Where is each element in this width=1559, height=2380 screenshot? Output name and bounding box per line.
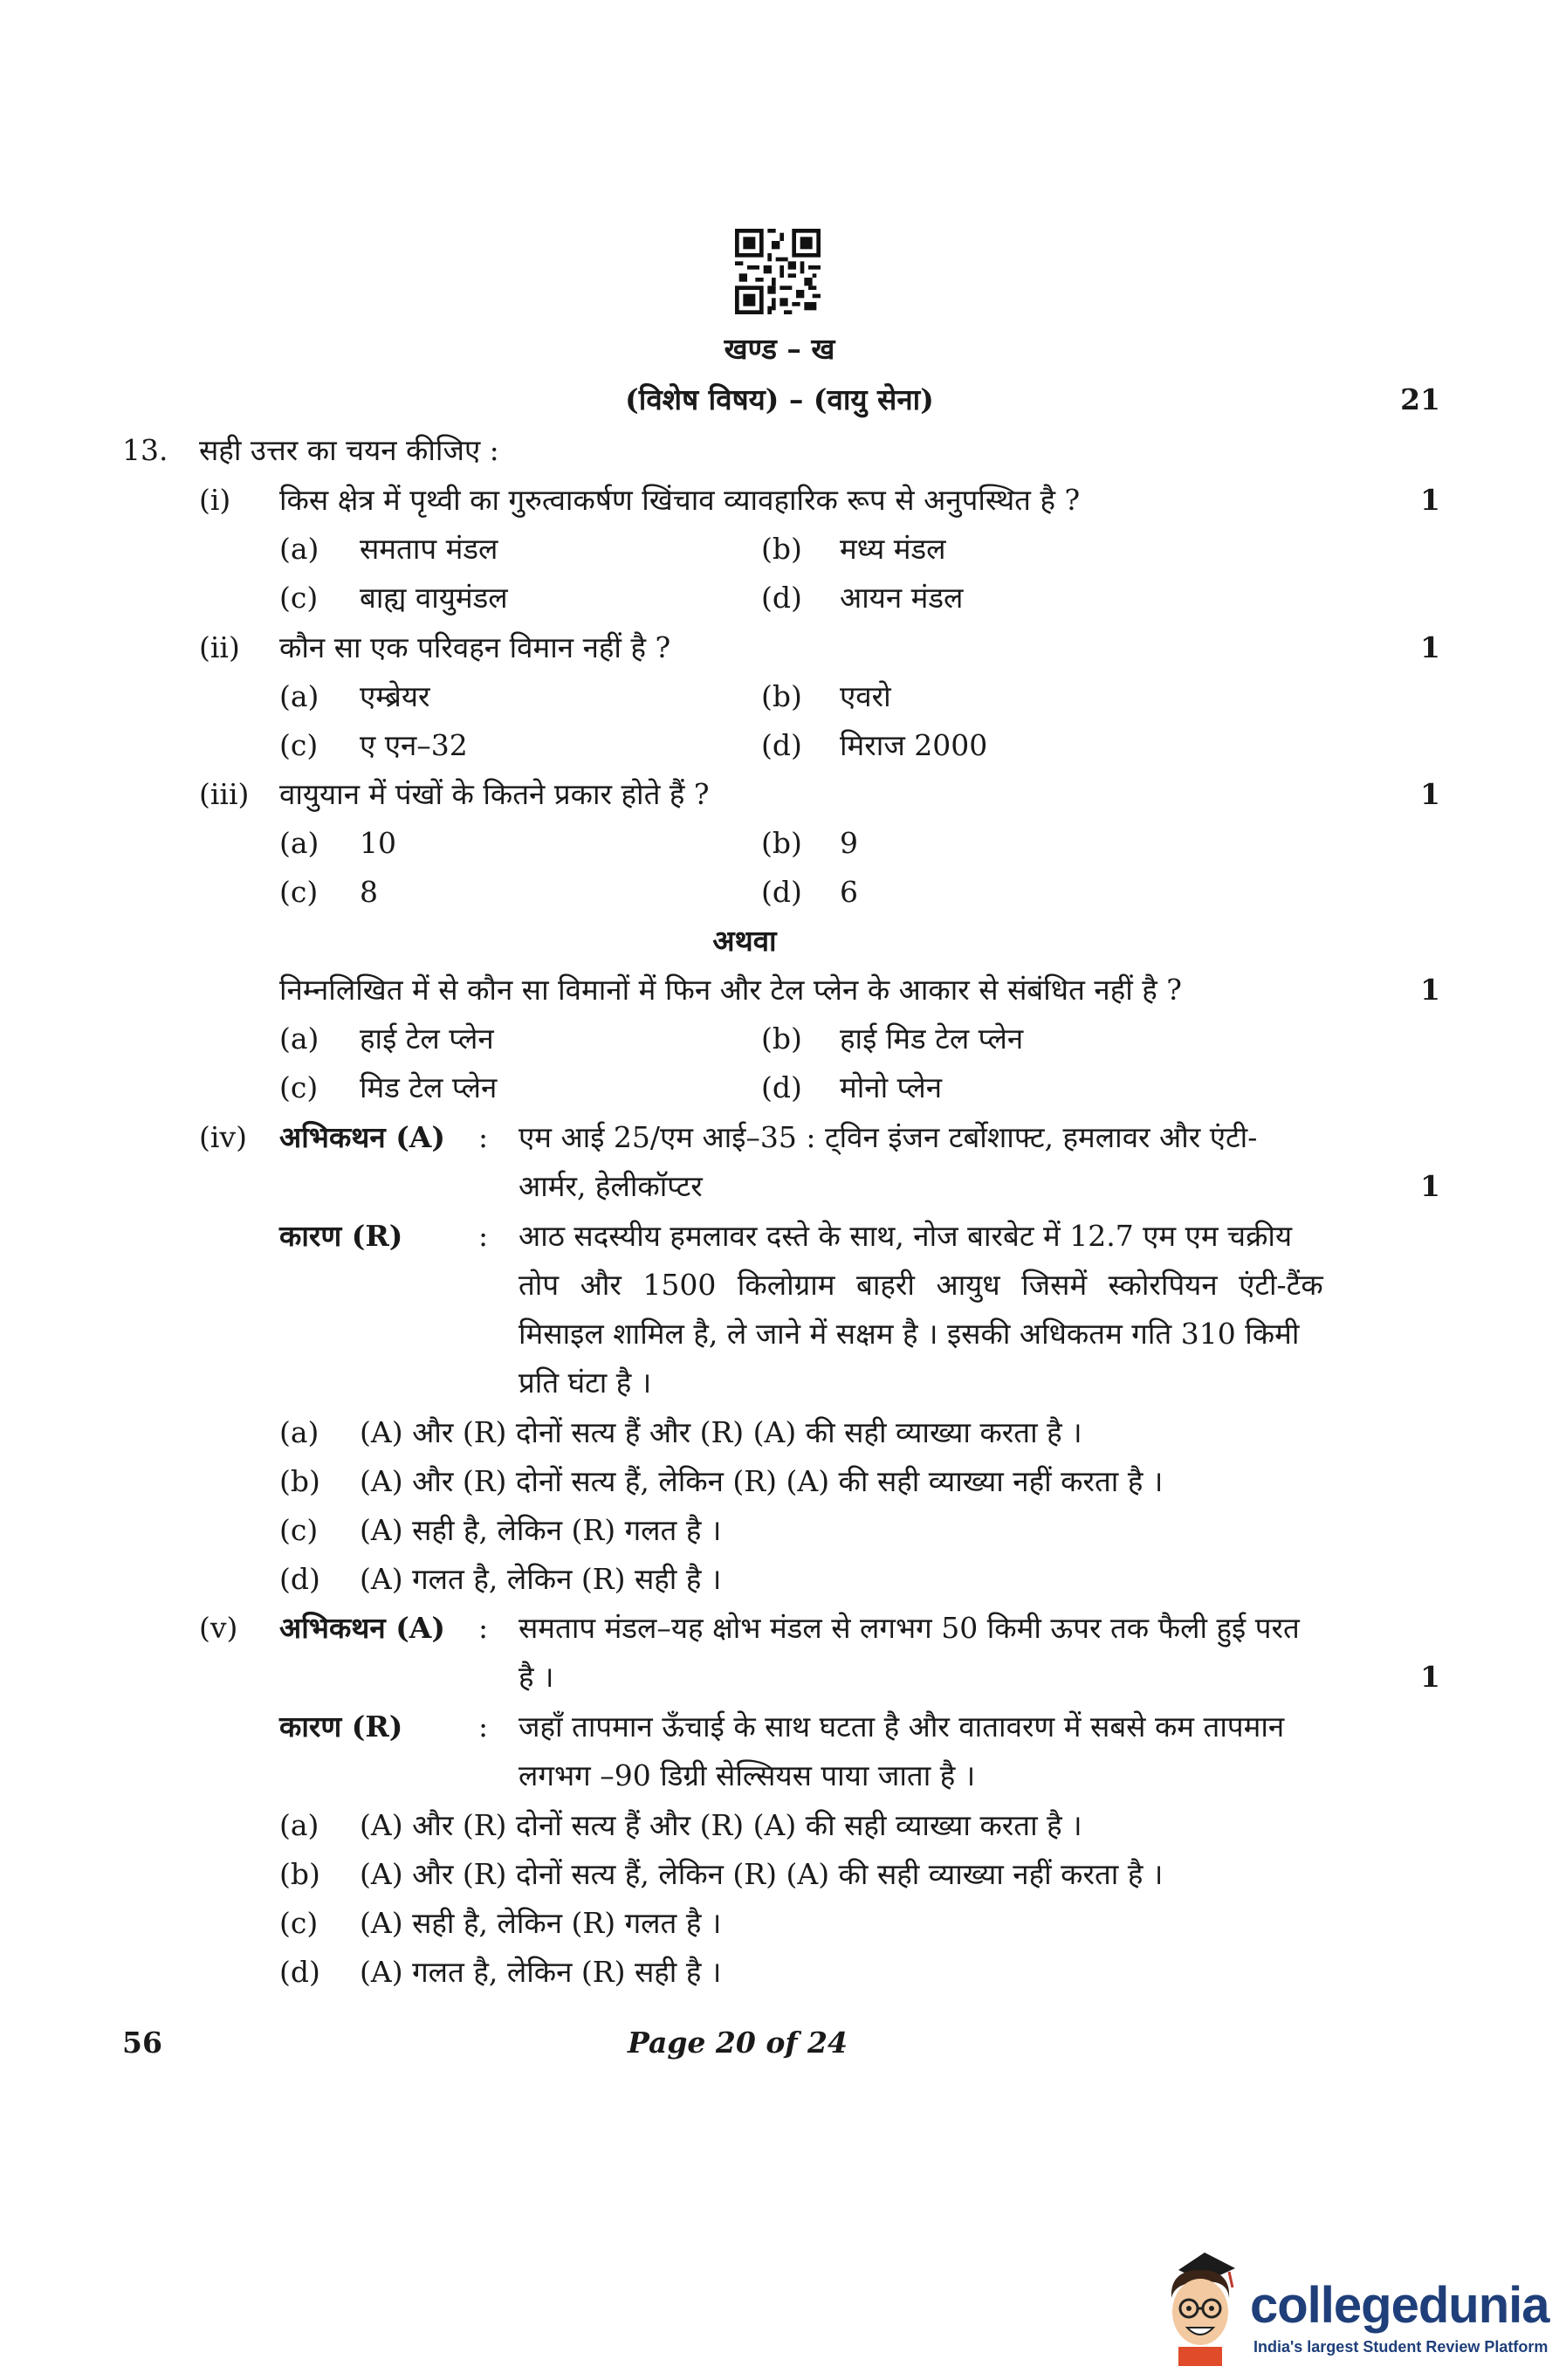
brand-name: collegedunia <box>1250 2277 1549 2334</box>
option-label: (d) <box>761 728 802 762</box>
item-number: (i) <box>199 483 231 517</box>
option-label: (a) <box>279 826 319 860</box>
or-label: अथवा <box>712 924 777 958</box>
question-number: 13. <box>122 433 168 467</box>
item-marks: 1 <box>1420 483 1440 517</box>
or-question-text: निम्नलिखित में से कौन सा विमानों में फिन और टेल प्लेन के आकार से संबंधित नहीं है ? <box>279 973 1182 1007</box>
reason-text-line: तोप और 1500 किलोग्राम बाहरी आयुध जिसमें स्कोरपियन एंटी-टैंक <box>519 1268 1323 1302</box>
option-label: (a) <box>279 1021 319 1056</box>
item-text: वायुयान में पंखों के कितने प्रकार होते हैं ? <box>279 777 710 811</box>
option-label: (b) <box>279 1464 320 1498</box>
assertion-label: अभिकथन (A) <box>279 1611 446 1645</box>
option-text: समताप मंडल <box>360 532 498 566</box>
option-text: एम्ब्रेयर <box>360 679 430 713</box>
mascot-icon <box>1152 2244 1248 2366</box>
option-label: (b) <box>279 1857 320 1891</box>
option-text: मोनो प्लेन <box>840 1070 943 1104</box>
option-label: (c) <box>279 1513 319 1547</box>
option-text: हाई मिड टेल प्लेन <box>840 1021 1024 1056</box>
reason-text-line: जहाँ तापमान ऊँचाई के साथ घटता है और वातावरण में सबसे कम तापमान <box>519 1709 1285 1744</box>
item-text: कौन सा एक परिवहन विमान नहीं है ? <box>279 630 671 664</box>
option-label: (b) <box>761 1021 802 1056</box>
reason-text-line: मिसाइल शामिल है, ले जाने में सक्षम है । इसकी अधिकतम गति 310 किमी <box>519 1317 1300 1351</box>
option-text: (A) और (R) दोनों सत्य हैं, लेकिन (R) (A) की सही व्याख्या नहीं करता है । <box>360 1857 1164 1891</box>
assertion-text-line: है । <box>519 1660 554 1694</box>
option-text: मिड टेल प्लेन <box>360 1070 498 1104</box>
option-text: हाई टेल प्लेन <box>360 1021 494 1056</box>
option-label: (d) <box>279 1955 320 1989</box>
assertion-text-line: समताप मंडल–यह क्षोभ मंडल से लगभग 50 किमी ऊपर तक फैली हुई परत <box>519 1611 1300 1645</box>
item-marks: 1 <box>1420 1660 1440 1694</box>
option-label: (a) <box>279 1415 319 1449</box>
option-label: (a) <box>279 679 319 713</box>
option-text: 9 <box>840 826 858 860</box>
assertion-colon: : <box>478 1611 489 1645</box>
option-text: (A) और (R) दोनों सत्य हैं, लेकिन (R) (A) की सही व्याख्या नहीं करता है । <box>360 1464 1164 1498</box>
option-text: (A) सही है, लेकिन (R) गलत है । <box>360 1513 722 1547</box>
assertion-label: अभिकथन (A) <box>279 1120 446 1154</box>
option-text: आयन मंडल <box>840 581 964 615</box>
section-marks: 21 <box>1400 382 1440 416</box>
page-code: 56 <box>122 2026 162 2060</box>
item-number: (iv) <box>199 1120 247 1154</box>
option-label: (c) <box>279 875 319 909</box>
option-label: (d) <box>761 581 802 615</box>
reason-colon: : <box>478 1709 489 1744</box>
assertion-colon: : <box>478 1120 489 1154</box>
option-text: 6 <box>840 875 858 909</box>
option-text: बाह्य वायुमंडल <box>360 581 508 615</box>
item-text: किस क्षेत्र में पृथ्वी का गुरुत्वाकर्षण खिंचाव व्यावहारिक रूप से अनुपस्थित है ? <box>279 483 1081 517</box>
reason-text-line: आठ सदस्यीय हमलावर दस्ते के साथ, नोज बारबेट में 12.7 एम एम चक्रीय <box>519 1219 1293 1253</box>
assertion-text-line: आर्मर, हेलीकॉप्टर <box>519 1169 703 1203</box>
option-label: (b) <box>761 532 802 566</box>
option-label: (c) <box>279 1906 319 1940</box>
option-text: ए एन–32 <box>360 728 468 762</box>
question-instruction: सही उत्तर का चयन कीजिए : <box>199 433 499 467</box>
option-label: (d) <box>279 1562 320 1596</box>
reason-text-line: लगभग –90 डिग्री सेल्सियस पाया जाता है । <box>519 1758 976 1792</box>
brand-tagline: India's largest Student Review Platform <box>1253 2338 1549 2356</box>
option-label: (c) <box>279 581 319 615</box>
page-number: Page 20 of 24 <box>628 2026 848 2060</box>
option-text: (A) गलत है, लेकिन (R) सही है । <box>360 1955 722 1989</box>
item-number: (ii) <box>199 630 240 664</box>
option-label: (a) <box>279 532 319 566</box>
option-label: (b) <box>761 679 802 713</box>
option-text: (A) और (R) दोनों सत्य हैं और (R) (A) की सही व्याख्या करता है । <box>360 1415 1082 1449</box>
option-label: (d) <box>761 1070 802 1104</box>
option-text: (A) सही है, लेकिन (R) गलत है । <box>360 1906 722 1940</box>
option-label: (b) <box>761 826 802 860</box>
qr-code <box>735 229 821 314</box>
option-text: 8 <box>360 875 378 909</box>
reason-colon: : <box>478 1219 489 1253</box>
option-label: (c) <box>279 728 319 762</box>
option-text: 10 <box>360 826 396 860</box>
option-label: (a) <box>279 1808 319 1842</box>
option-text: मिराज 2000 <box>840 728 988 762</box>
item-marks: 1 <box>1420 630 1440 664</box>
item-marks: 1 <box>1420 777 1440 811</box>
section-title: खण्ड – ख <box>724 332 835 366</box>
item-marks: 1 <box>1420 1169 1440 1203</box>
reason-label: कारण (R) <box>279 1709 403 1744</box>
option-label: (c) <box>279 1070 319 1104</box>
option-label: (d) <box>761 875 802 909</box>
option-text: मध्य मंडल <box>840 532 946 566</box>
item-number: (v) <box>199 1611 238 1645</box>
assertion-text-line: एम आई 25/एम आई–35 : ट्विन इंजन टर्बोशाफ्ट, हमलावर और एंटी- <box>519 1120 1258 1154</box>
collegedunia-watermark <box>1152 2244 1559 2375</box>
subject-title: (विशेष विषय) – (वायु सेना) <box>625 382 934 416</box>
reason-text-line: प्रति घंटा है । <box>519 1365 652 1400</box>
reason-label: कारण (R) <box>279 1219 403 1253</box>
option-text: (A) और (R) दोनों सत्य हैं और (R) (A) की सही व्याख्या करता है । <box>360 1808 1082 1842</box>
or-marks: 1 <box>1420 973 1440 1007</box>
option-text: (A) गलत है, लेकिन (R) सही है । <box>360 1562 722 1596</box>
option-text: एवरो <box>840 679 891 713</box>
item-number: (iii) <box>199 777 250 811</box>
